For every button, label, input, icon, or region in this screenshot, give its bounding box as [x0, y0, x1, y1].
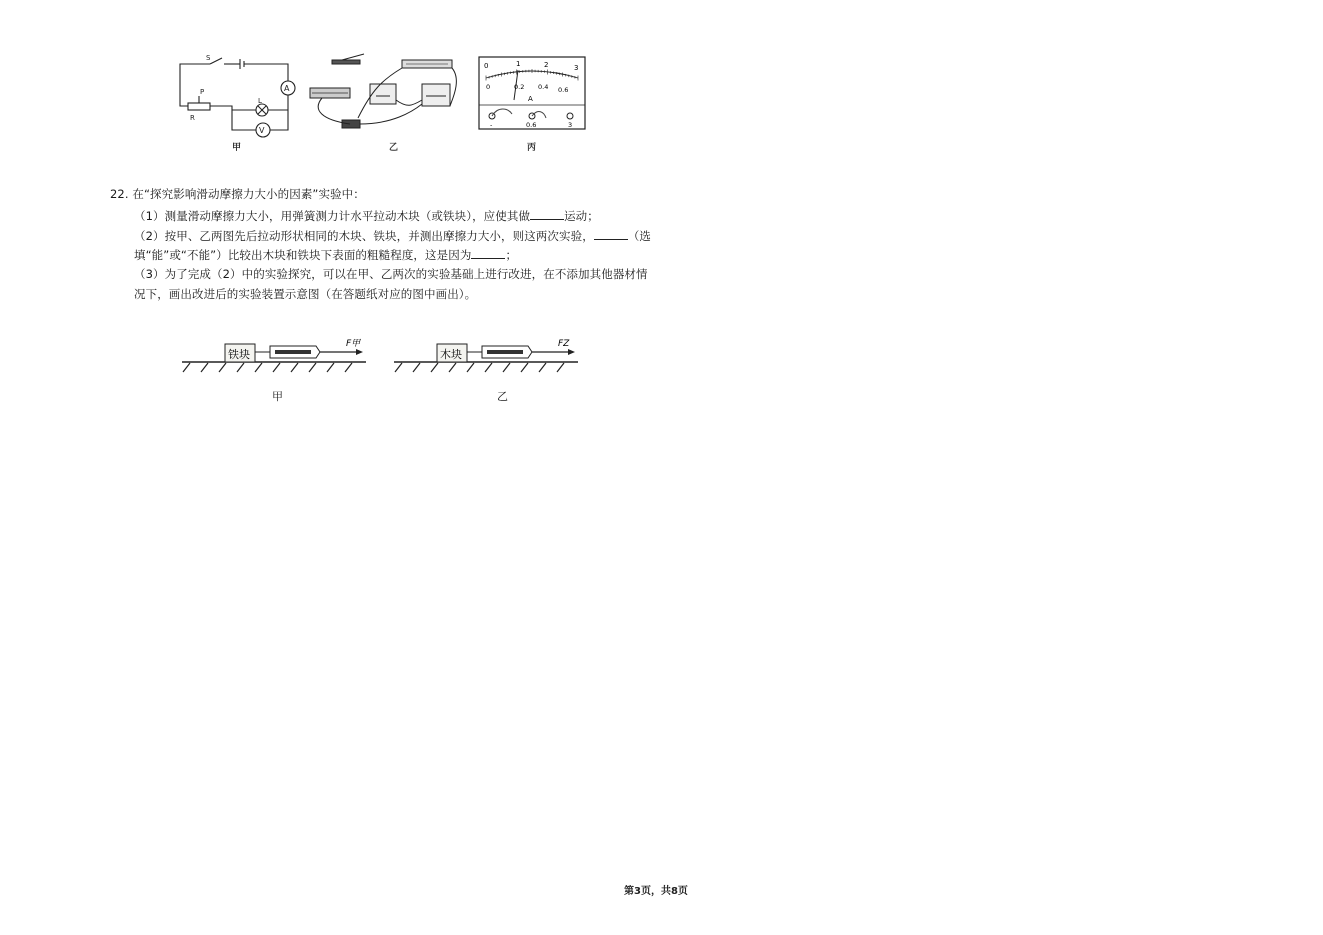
friction-setup-jia: [180, 332, 370, 378]
caption-jia-top: 甲: [232, 143, 242, 153]
scale-lower-2: 0.4: [538, 83, 549, 91]
part-1-text-b: 运动；: [564, 209, 599, 223]
scale-lower-0: 0: [486, 83, 491, 91]
friction-figure-jia: [180, 332, 370, 378]
question-part-3-cont: [134, 287, 476, 301]
question-number: 22.: [110, 187, 129, 201]
page-footer: 第3页，共8页: [624, 886, 688, 897]
force-label-jia: F甲: [346, 339, 361, 349]
scale-lower-3: 0.6: [558, 86, 569, 94]
figure-circuit-jia: [170, 50, 300, 150]
answer-blank-1[interactable]: [530, 208, 564, 220]
terminal-3: 3: [568, 121, 573, 129]
part-1-text-a: （1）测量滑动摩擦力大小，用弹簧测力计水平拉动木块（或铁块），应使其做: [134, 209, 531, 223]
rheostat-label: R: [190, 114, 195, 122]
terminal-neg: -: [490, 121, 493, 129]
question-stem-line: [110, 187, 365, 201]
caption-yi-top: 乙: [389, 143, 399, 153]
part-2-text-d: ；: [505, 248, 518, 262]
question-part-2-cont: [134, 247, 517, 262]
switch-label: S: [206, 54, 211, 62]
part-2-text-c: 填“能”或“不能”）比较出木块和铁块下表面的粗糙程度，这是因为: [134, 248, 472, 262]
apparatus-illustration: [302, 50, 467, 150]
scale-lower-1: 0.2: [514, 83, 525, 91]
scale-upper-0: 0: [484, 62, 489, 70]
part-3-text-b: 况下，画出改进后的实验装置示意图（在答题纸对应的图中画出）。: [134, 287, 477, 301]
caption-bing-top: 丙: [527, 143, 537, 153]
friction-figure-yi: [392, 332, 582, 378]
meter-unit: A: [528, 95, 533, 103]
voltmeter-symbol: V: [259, 126, 265, 135]
block-label-jia: 铁块: [228, 348, 250, 361]
friction-caption-yi: 乙: [497, 390, 508, 403]
slider-label: P: [200, 88, 205, 96]
friction-caption-jia: 甲: [272, 390, 283, 403]
lamp-label: L: [258, 97, 262, 105]
figure-ammeter-bing: [478, 56, 586, 130]
terminal-06: 0.6: [526, 121, 537, 129]
circuit-diagram: [170, 50, 300, 150]
answer-blank-3[interactable]: [471, 247, 505, 259]
ammeter-dial: [478, 56, 586, 130]
question-part-1: [134, 208, 599, 223]
force-label-yi: FZ: [558, 339, 570, 349]
question-part-3: [134, 267, 648, 281]
scale-upper-2: 2: [544, 61, 549, 69]
answer-blank-2[interactable]: [594, 228, 628, 240]
scale-upper-3: 3: [574, 64, 579, 72]
question-stem: 在“探究影响滑动摩擦力大小的因素”实验中：: [132, 187, 365, 201]
part-3-text-a: （3）为了完成（2）中的实验探究，可以在甲、乙两次的实验基础上进行改进，在不添加其他器材情: [134, 267, 648, 281]
friction-setup-yi: [392, 332, 582, 378]
part-2-text-a: （2）按甲、乙两图先后拉动形状相同的木块、铁块，并测出摩擦力大小，则这两次实验，: [134, 229, 594, 243]
block-label-yi: 木块: [440, 348, 462, 361]
scale-upper-1: 1: [516, 60, 521, 68]
figure-apparatus-yi: [302, 50, 467, 150]
ammeter-symbol: A: [284, 84, 290, 93]
part-2-text-b: （选: [627, 229, 652, 243]
question-part-2: [134, 228, 651, 243]
